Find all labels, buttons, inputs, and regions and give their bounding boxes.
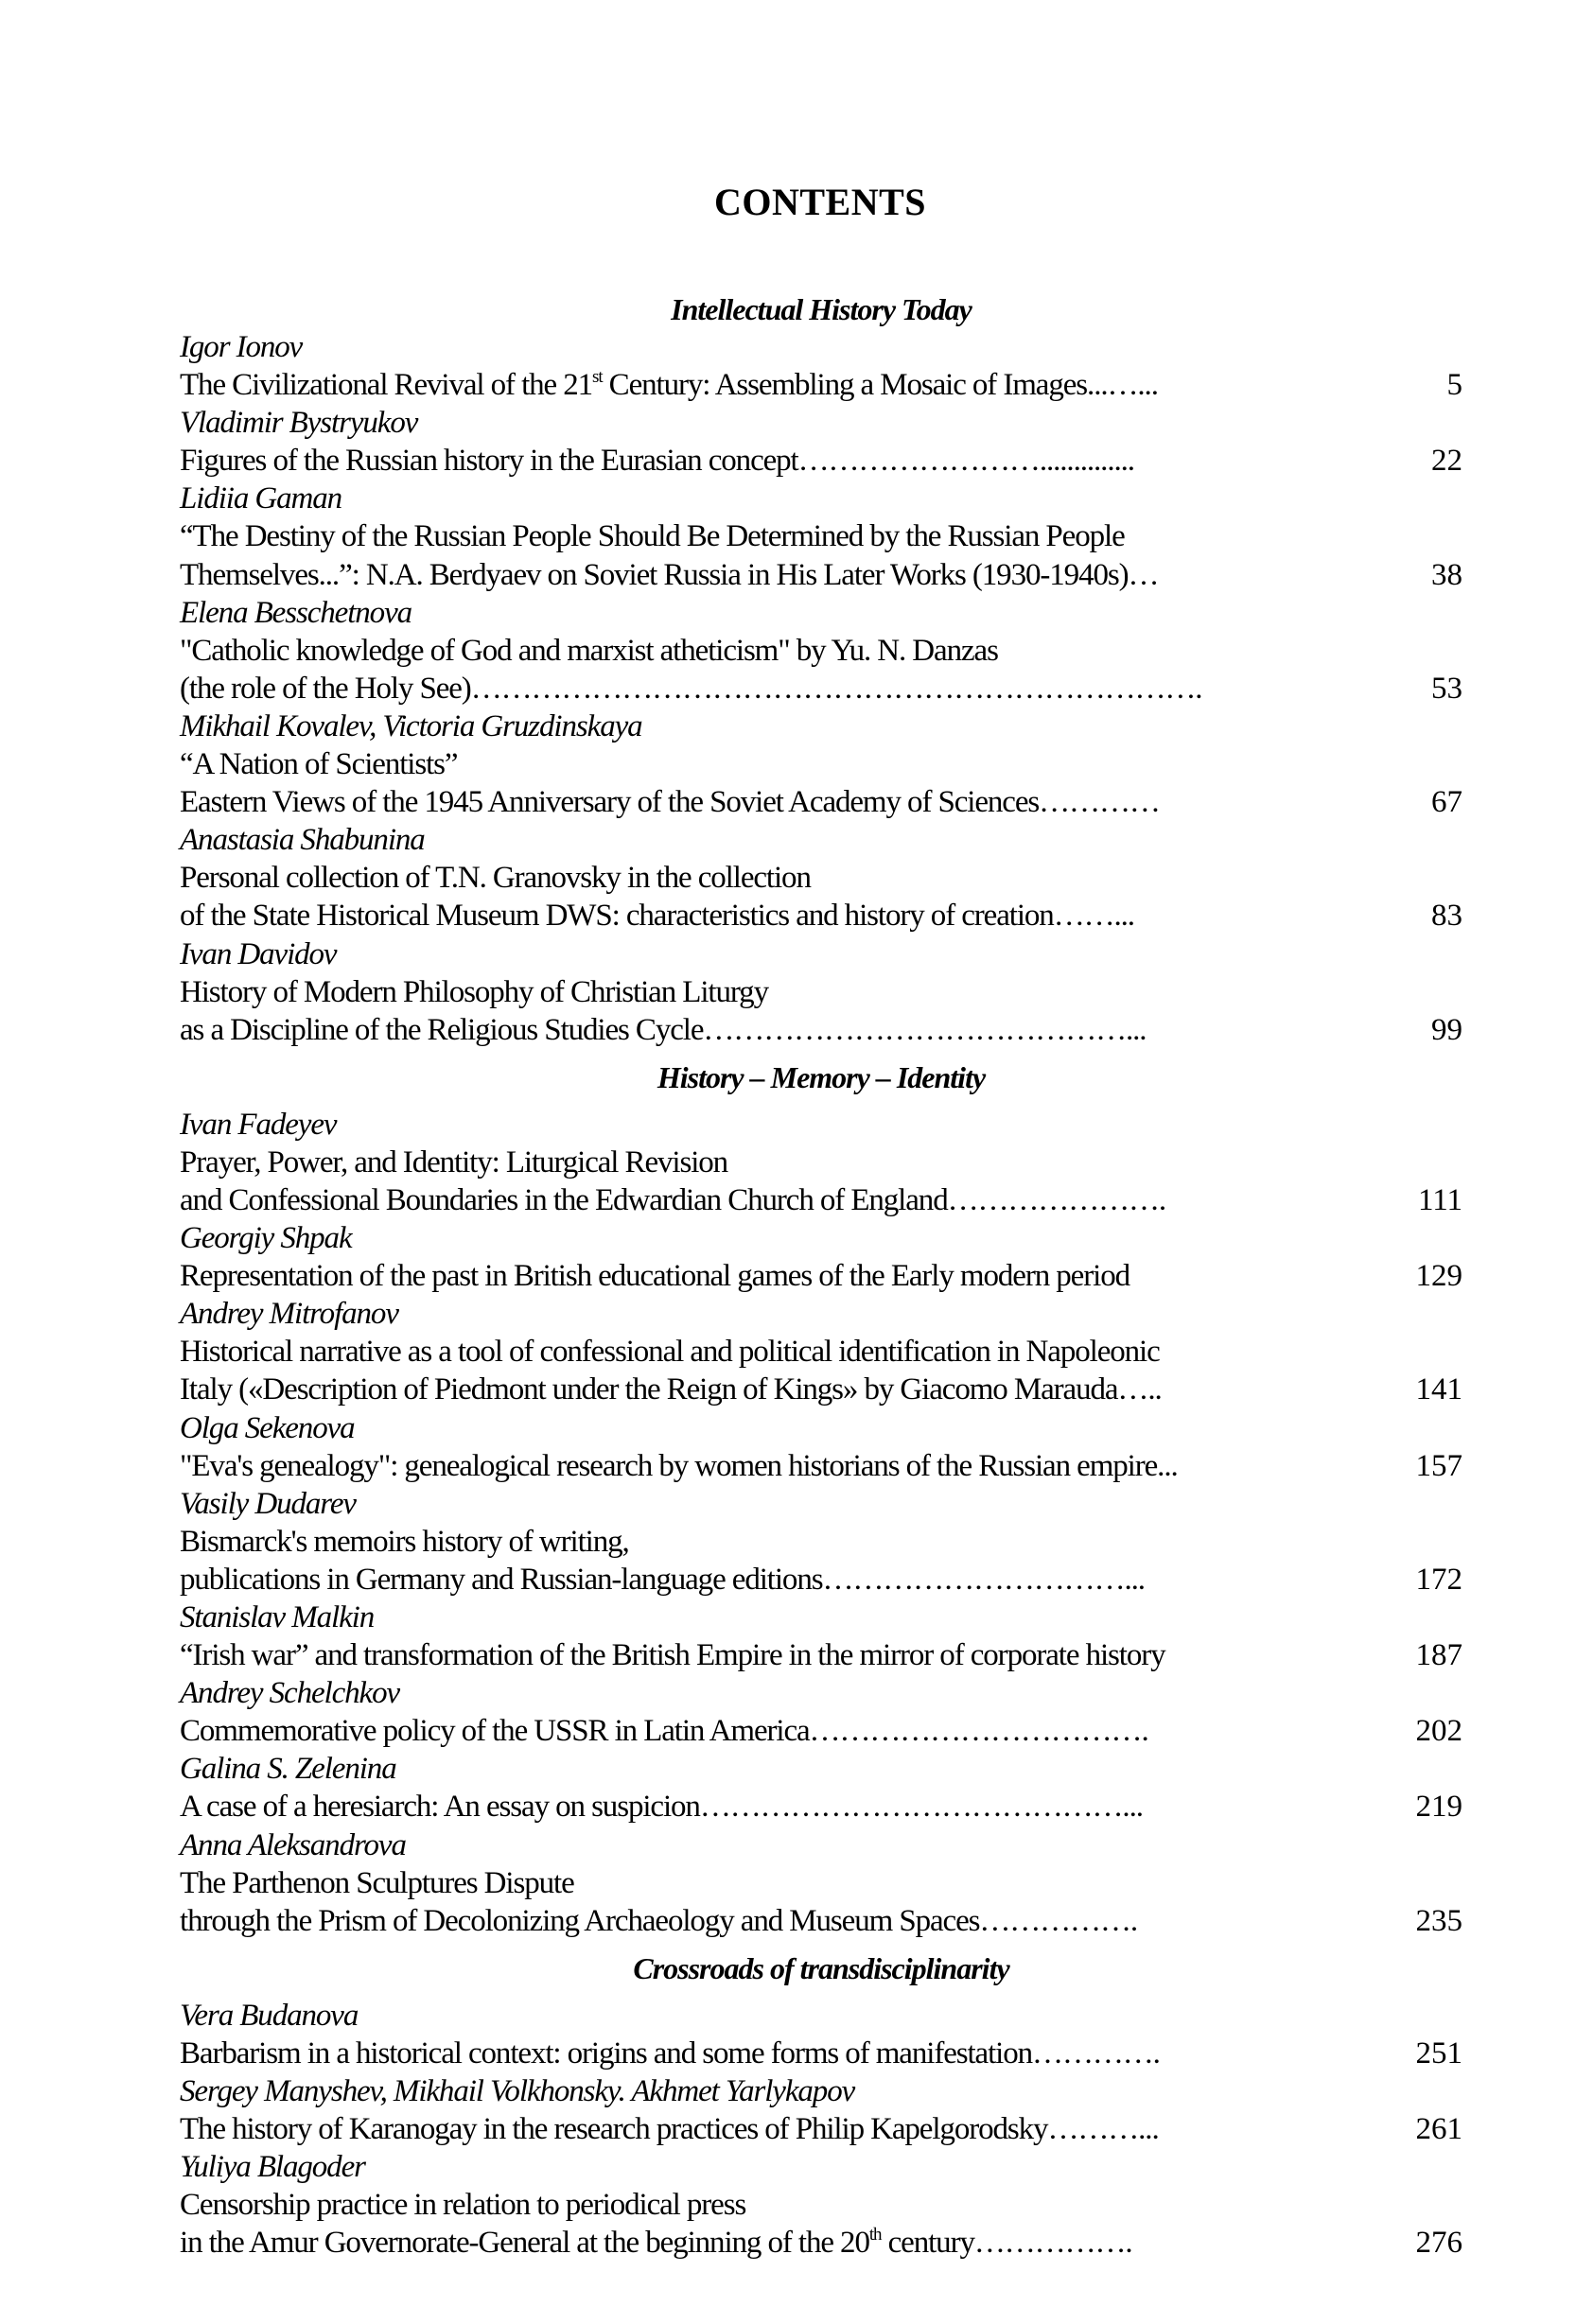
entry-authors: Igor Ionov — [180, 330, 303, 364]
entry-title — [180, 1333, 1345, 1371]
entry-title-line — [180, 2186, 1462, 2224]
entry-title-line — [180, 745, 1462, 783]
entry-title-line — [180, 2035, 1462, 2072]
section-heading: History – Memory – Identity — [657, 1059, 986, 1094]
toc-entry — [180, 821, 1462, 935]
page-number: 261 — [1415, 2112, 1462, 2147]
entry-title-line — [180, 366, 1462, 404]
entry-title-line — [180, 1011, 1462, 1049]
title-text: Commemorative policy of the USSR in Latin America……………………………. — [180, 1714, 1148, 1749]
page-number: 67 — [1431, 785, 1462, 820]
toc-section — [180, 1058, 1462, 1940]
page-number: 83 — [1431, 899, 1462, 934]
toc-entry — [180, 480, 1462, 593]
title-text: Prayer, Power, and Identity: Liturgical Revision — [180, 1145, 728, 1179]
title-text: “The Destiny of the Russian People Should Be Determined by the Russian People — [180, 519, 1125, 554]
entry-authors: Yuliya Blagoder — [180, 2150, 365, 2185]
entry-authors: Ivan Davidov — [180, 936, 337, 971]
entry-title — [180, 670, 1345, 708]
entry-title — [180, 442, 1345, 480]
page-title: CONTENTS — [713, 181, 927, 223]
section-heading: Crossroads of transdisciplinarity — [633, 1950, 1009, 1985]
entry-title-line — [180, 632, 1462, 670]
title-text: Italy («Description of Piedmont under the Reign of Kings» by Giacomo Marauda….. — [180, 1372, 1162, 1407]
title-text: “Irish war” and transformation of the British Empire in the mirror of corporate history — [180, 1638, 1165, 1673]
entry-authors: Vasily Dudarev — [180, 1486, 356, 1521]
toc-entry — [180, 1750, 1462, 1826]
entry-authors: Sergey Manyshev, Mikhail Volkhonsky. Akhmet Yarlykapov — [180, 2074, 855, 2109]
entry-authors: Georgiy Shpak — [180, 1221, 352, 1256]
entry-title — [180, 1257, 1345, 1295]
title-text: century……………. — [881, 2226, 1132, 2261]
title-text: "Eva's genealogy": genealogical research by women historians of the Russian empire... — [180, 1448, 1178, 1483]
title-text: Themselves...”: N.A. Berdyaev on Soviet Russia in His Later Works (1930-1940s)… — [180, 557, 1159, 592]
title-text: as a Discipline of the Religious Studies Cycle……………………………………... — [180, 1012, 1147, 1047]
toc-entry — [180, 935, 1462, 1049]
entry-title-line — [180, 670, 1462, 708]
entry-title-line — [180, 1788, 1462, 1826]
entry-title — [180, 2186, 1345, 2224]
entry-title-line — [180, 973, 1462, 1011]
entry-title-line — [180, 1902, 1462, 1940]
entry-authors: Galina S. Zelenina — [180, 1752, 396, 1787]
title-text: Century: Assembling a Mosaic of Images...…... — [602, 368, 1158, 403]
entry-authors: Mikhail Kovalev, Victoria Gruzdinskaya — [180, 708, 642, 743]
entry-title-line — [180, 1333, 1462, 1371]
title-text: The history of Karanogay in the research practices of Philip Kapelgorodsky………... — [180, 2112, 1159, 2147]
toc-entry — [180, 1106, 1462, 1219]
page-number: 187 — [1415, 1638, 1462, 1673]
entry-title — [180, 897, 1345, 935]
entry-title — [180, 517, 1345, 555]
entry-title — [180, 1788, 1345, 1826]
entry-title — [180, 783, 1345, 821]
entry-title — [180, 2035, 1345, 2072]
title-text: The Civilizational Revival of the 21 — [180, 368, 593, 403]
entry-title — [180, 745, 1345, 783]
title-text: of the State Historical Museum DWS: characteristics and history of creation……... — [180, 899, 1134, 934]
page-number: 251 — [1415, 2036, 1462, 2071]
toc-entry — [180, 1826, 1462, 1940]
page-number: 219 — [1415, 1790, 1462, 1825]
title-text: Representation of the past in British educational games of the Early modern period — [180, 1259, 1129, 1294]
entry-title-line — [180, 556, 1462, 594]
toc-section — [180, 290, 1462, 1049]
title-text: Bismarck's memoirs history of writing, — [180, 1524, 629, 1559]
entry-authors: Anna Aleksandrova — [180, 1827, 406, 1862]
entry-title-line — [180, 1144, 1462, 1181]
page-number: 235 — [1415, 1903, 1462, 1938]
page-number: 22 — [1431, 444, 1462, 479]
toc-entry — [180, 1295, 1462, 1408]
toc-entry — [180, 1997, 1462, 2072]
entry-authors: Andrey Mitrofanov — [180, 1297, 398, 1332]
title-text: Barbarism in a historical context: origins and some forms of manifestation…………. — [180, 2036, 1160, 2071]
page-number: 53 — [1431, 671, 1462, 706]
entry-title — [180, 366, 1345, 404]
toc-entry — [180, 1219, 1462, 1295]
entry-title-line — [180, 1181, 1462, 1219]
title-text: Figures of the Russian history in the Eurasian concept…………………….............. — [180, 444, 1134, 479]
entry-title — [180, 1864, 1345, 1902]
title-text: "Catholic knowledge of God and marxist atheticism" by Yu. N. Danzas — [180, 633, 998, 668]
entry-title — [180, 1902, 1345, 1940]
title-text: in the Amur Governorate-General at the beginning of the 20 — [180, 2226, 869, 2261]
entry-title — [180, 632, 1345, 670]
page-number: 157 — [1415, 1448, 1462, 1483]
entry-authors: Olga Sekenova — [180, 1410, 355, 1445]
entry-title-line — [180, 1523, 1462, 1561]
toc-entry — [180, 2148, 1462, 2262]
entry-title-line — [180, 859, 1462, 897]
title-text: A case of a heresiarch: An essay on suspicion……………………………………... — [180, 1790, 1143, 1825]
entry-title — [180, 556, 1345, 594]
entry-title — [180, 1561, 1345, 1599]
entry-authors: Anastasia Shabunina — [180, 823, 425, 858]
table-of-contents — [180, 290, 1462, 2263]
entry-title-line — [180, 2110, 1462, 2148]
entry-title — [180, 1181, 1345, 1219]
entry-title — [180, 1712, 1345, 1750]
entry-title — [180, 1011, 1345, 1049]
entry-title — [180, 2224, 1345, 2262]
page-number: 5 — [1446, 368, 1462, 403]
page-number: 276 — [1415, 2226, 1462, 2261]
entry-title — [180, 1144, 1345, 1181]
entry-title-line — [180, 1257, 1462, 1295]
title-text: “A Nation of Scientists” — [180, 747, 458, 782]
entry-authors: Lidiia Gaman — [180, 481, 342, 516]
title-superscript: st — [592, 367, 603, 388]
entry-title — [180, 859, 1345, 897]
entry-title-line — [180, 1636, 1462, 1674]
toc-entry — [180, 708, 1462, 821]
page-number: 111 — [1417, 1182, 1462, 1217]
toc-entry — [180, 328, 1462, 404]
entry-title-line — [180, 442, 1462, 480]
title-text: and Confessional Boundaries in the Edwardian Church of England…………………. — [180, 1182, 1166, 1217]
section-heading: Intellectual History Today — [671, 292, 972, 326]
page-number: 129 — [1415, 1259, 1462, 1294]
page-number: 99 — [1431, 1012, 1462, 1047]
entry-authors: Ivan Fadeyev — [180, 1107, 337, 1142]
entry-authors: Stanislav Malkin — [180, 1600, 375, 1634]
page-number: 38 — [1431, 557, 1462, 592]
toc-entry — [180, 1485, 1462, 1599]
toc-entry — [180, 594, 1462, 708]
entry-title-line — [180, 1864, 1462, 1902]
page-number: 172 — [1415, 1562, 1462, 1597]
entry-title-line — [180, 1447, 1462, 1485]
toc-entry — [180, 1599, 1462, 1674]
entry-title — [180, 1523, 1345, 1561]
entry-title — [180, 1371, 1345, 1408]
entry-title-line — [180, 517, 1462, 555]
title-text: Censorship practice in relation to periodical press — [180, 2188, 746, 2223]
toc-entry — [180, 1409, 1462, 1485]
toc-section — [180, 1949, 1462, 2263]
entry-title-line — [180, 897, 1462, 935]
entry-title — [180, 1636, 1345, 1674]
entry-title-line — [180, 1561, 1462, 1599]
entry-title-line — [180, 1712, 1462, 1750]
entry-authors: Andrey Schelchkov — [180, 1676, 400, 1711]
entry-authors: Vera Budanova — [180, 1998, 359, 2033]
entry-title — [180, 973, 1345, 1011]
page-number: 141 — [1415, 1372, 1462, 1407]
title-text: History of Modern Philosophy of Christian Liturgy — [180, 974, 768, 1009]
title-text: Personal collection of T.N. Granovsky in the collection — [180, 861, 811, 896]
entry-title-line — [180, 783, 1462, 821]
entry-authors: Vladimir Bystryukov — [180, 406, 418, 441]
title-text: Historical narrative as a tool of confessional and political identification in Napoleonic — [180, 1335, 1160, 1370]
title-text: through the Prism of Decolonizing Archaeology and Museum Spaces……………. — [180, 1903, 1138, 1938]
entry-title-line — [180, 2224, 1462, 2262]
page-number: 202 — [1415, 1714, 1462, 1749]
title-text: (the role of the Holy See)………………………………………………………………. — [180, 671, 1202, 706]
entry-authors: Elena Besschetnova — [180, 595, 412, 630]
entry-title-line — [180, 1371, 1462, 1408]
toc-entry — [180, 2072, 1462, 2148]
toc-entry — [180, 1674, 1462, 1750]
title-text: publications in Germany and Russian-language editions…………………………... — [180, 1562, 1145, 1597]
entry-title — [180, 1447, 1345, 1485]
title-text: Eastern Views of the 1945 Anniversary of the Soviet Academy of Sciences………… — [180, 785, 1160, 820]
toc-entry — [180, 404, 1462, 480]
title-superscript: th — [868, 2225, 882, 2245]
entry-title — [180, 2110, 1345, 2148]
title-text: The Parthenon Sculptures Dispute — [180, 1865, 574, 1900]
